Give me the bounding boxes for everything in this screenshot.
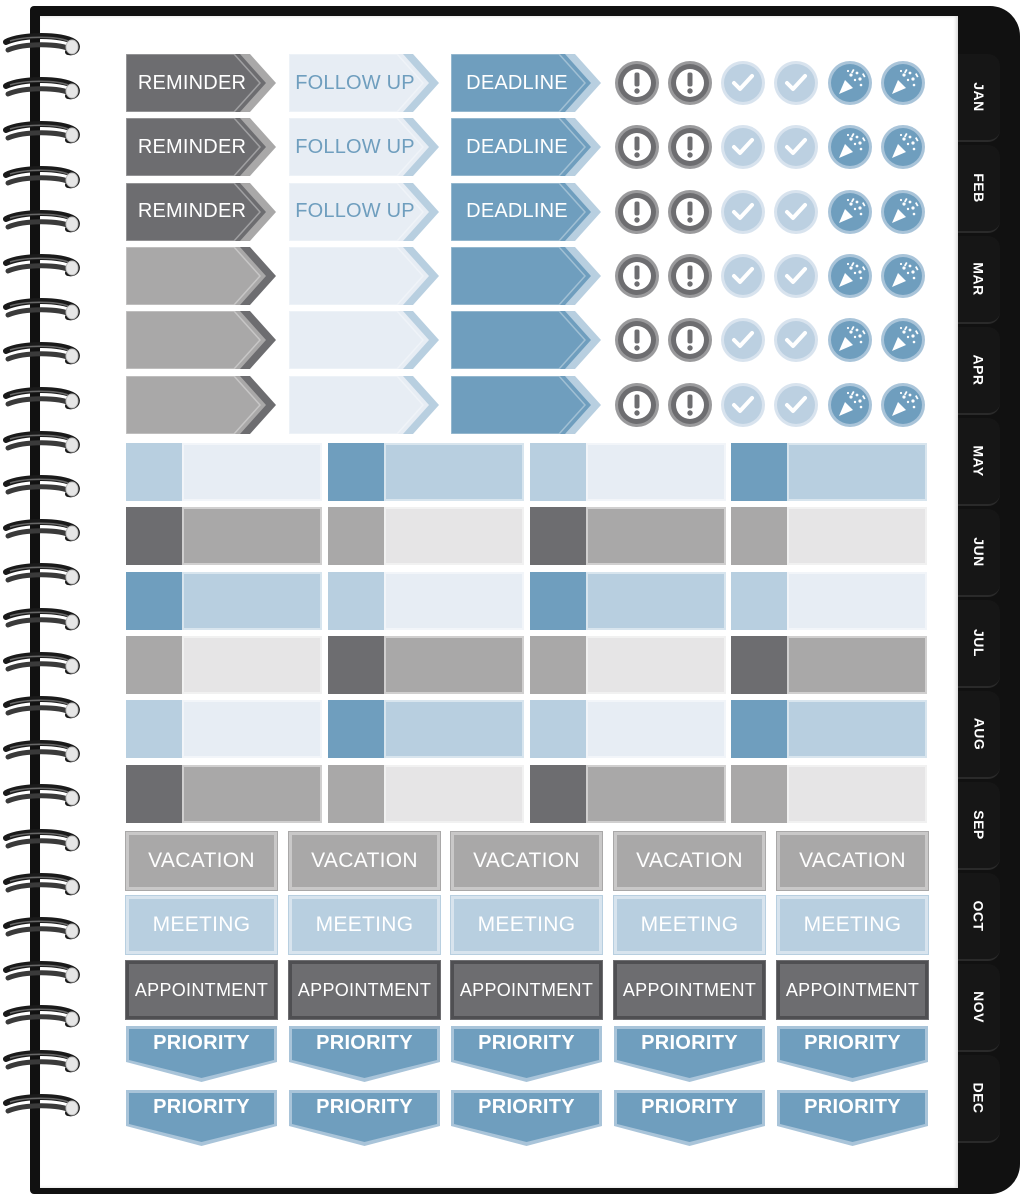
check-icon [773, 60, 819, 106]
spiral-coil [2, 518, 82, 548]
tag-label: REMINDER [137, 71, 247, 94]
spiral-coil [2, 341, 82, 371]
bar-tab-body [586, 443, 726, 501]
spiral-coil [2, 1049, 82, 1079]
check-icon [773, 317, 819, 363]
meeting-sticker: MEETING [614, 896, 765, 954]
tag-label [451, 376, 583, 434]
bar-tab-sticker [328, 636, 524, 694]
spiral-coil [2, 607, 82, 637]
check-icon [720, 382, 766, 428]
tab-nov[interactable] [958, 964, 1000, 1052]
spiral-coil [2, 165, 82, 195]
bar-tab-body [384, 700, 524, 758]
appointment-sticker: APPOINTMENT [614, 961, 765, 1019]
bar-tab-sticker [530, 507, 726, 565]
bar-tab-sticker [731, 443, 927, 501]
bar-tab-body [182, 507, 322, 565]
bar-tab-sticker [126, 443, 322, 501]
bar-tab-sticker [530, 443, 726, 501]
appointment-sticker: APPOINTMENT [777, 961, 928, 1019]
bar-tab-body [586, 765, 726, 823]
bar-tab-body [182, 572, 322, 630]
spiral-coil [2, 562, 82, 592]
exclamation-icon [614, 60, 660, 106]
party-popper-icon [880, 60, 926, 106]
tab-jun[interactable] [958, 509, 1000, 597]
bar-tab-sticker [126, 765, 322, 823]
party-popper-icon [827, 60, 873, 106]
bar-tab-body [384, 507, 524, 565]
tab-may[interactable] [958, 418, 1000, 506]
tab-mar[interactable] [958, 236, 1000, 324]
party-popper-icon [880, 189, 926, 235]
bar-tab-body [182, 765, 322, 823]
blank-arrow-tag-sticker [451, 247, 601, 305]
vacation-sticker: VACATION [126, 832, 277, 890]
bar-tab-sticker [530, 765, 726, 823]
tab-jul[interactable] [958, 600, 1000, 688]
appointment-sticker: APPOINTMENT [451, 961, 602, 1019]
party-popper-icon [827, 382, 873, 428]
bar-tab-end [328, 700, 384, 758]
bar-tab-end [530, 700, 586, 758]
priority-label: PRIORITY [478, 1032, 575, 1054]
deadline-tag-sticker [451, 118, 601, 176]
tab-label: SEP [970, 810, 987, 840]
bar-tab-sticker [126, 572, 322, 630]
follow-up-tag-sticker [289, 54, 439, 112]
bar-tab-sticker [731, 572, 927, 630]
check-icon [720, 124, 766, 170]
bar-tab-sticker [731, 636, 927, 694]
tag-label: FOLLOW UP [295, 71, 415, 94]
spiral-coil [2, 297, 82, 327]
tag-label [289, 376, 421, 434]
bar-tab-sticker [328, 765, 524, 823]
bar-tab-body [586, 636, 726, 694]
priority-label: PRIORITY [641, 1096, 738, 1118]
bar-tab-end [731, 507, 787, 565]
bar-tab-body [787, 765, 927, 823]
spiral-coil [2, 386, 82, 416]
tab-label: APR [971, 354, 987, 386]
tag-label [126, 376, 258, 434]
party-popper-icon [827, 124, 873, 170]
exclamation-icon [614, 382, 660, 428]
check-icon [773, 124, 819, 170]
spiral-coil [2, 872, 82, 902]
meeting-sticker: MEETING [289, 896, 440, 954]
appointment-sticker: APPOINTMENT [289, 961, 440, 1019]
priority-label: PRIORITY [641, 1032, 738, 1054]
blank-arrow-tag-sticker [289, 376, 439, 434]
tag-label: DEADLINE [466, 200, 568, 223]
bar-tab-end [731, 700, 787, 758]
tab-label: MAY [970, 445, 987, 477]
exclamation-icon [614, 189, 660, 235]
spiral-coil [2, 960, 82, 990]
priority-sticker [451, 1026, 602, 1082]
bar-tab-body [384, 636, 524, 694]
spiral-coil [2, 651, 82, 681]
vacation-sticker: VACATION [614, 832, 765, 890]
priority-sticker [126, 1090, 277, 1146]
party-popper-icon [880, 382, 926, 428]
check-icon [773, 253, 819, 299]
bar-tab-end [126, 443, 182, 501]
priority-label: PRIORITY [478, 1096, 575, 1118]
exclamation-icon [667, 253, 713, 299]
bar-tab-sticker [530, 700, 726, 758]
tab-label: OCT [971, 900, 987, 932]
check-icon [720, 253, 766, 299]
exclamation-icon [614, 124, 660, 170]
exclamation-icon [667, 124, 713, 170]
bar-tab-body [787, 700, 927, 758]
bar-tab-sticker [126, 507, 322, 565]
tab-label: JUN [970, 537, 987, 567]
reminder-tag-sticker [126, 183, 276, 241]
bar-tab-sticker [328, 443, 524, 501]
priority-label: PRIORITY [153, 1096, 250, 1118]
tag-label: DEADLINE [466, 135, 568, 158]
spiral-coil [2, 916, 82, 946]
exclamation-icon [667, 317, 713, 363]
follow-up-tag-sticker [289, 118, 439, 176]
deadline-tag-sticker [451, 54, 601, 112]
spiral-coil [2, 120, 82, 150]
party-popper-icon [880, 317, 926, 363]
bar-tab-sticker [530, 572, 726, 630]
bar-tab-body [586, 700, 726, 758]
spiral-coil [2, 695, 82, 725]
tag-label [126, 311, 258, 369]
exclamation-icon [667, 60, 713, 106]
reminder-tag-sticker [126, 118, 276, 176]
vacation-sticker: VACATION [777, 832, 928, 890]
exclamation-icon [614, 253, 660, 299]
reminder-tag-sticker [126, 54, 276, 112]
blank-arrow-tag-sticker [126, 247, 276, 305]
priority-sticker [614, 1090, 765, 1146]
tab-aug[interactable] [958, 691, 1000, 779]
bar-tab-end [530, 636, 586, 694]
tag-label: REMINDER [137, 135, 247, 158]
tab-label: MAR [970, 262, 987, 296]
bar-tab-end [731, 765, 787, 823]
bar-tab-end [530, 572, 586, 630]
appointment-sticker: APPOINTMENT [126, 961, 277, 1019]
exclamation-icon [614, 317, 660, 363]
bar-tab-end [328, 765, 384, 823]
check-icon [773, 382, 819, 428]
bar-tab-end [126, 572, 182, 630]
meeting-sticker: MEETING [777, 896, 928, 954]
tag-label [451, 247, 583, 305]
bar-tab-sticker [126, 700, 322, 758]
spiral-coil [2, 430, 82, 460]
bar-tab-end [731, 636, 787, 694]
meeting-sticker: MEETING [451, 896, 602, 954]
tag-label: DEADLINE [466, 71, 568, 94]
bar-tab-end [328, 507, 384, 565]
tab-jan[interactable] [958, 54, 1000, 142]
bar-tab-end [126, 700, 182, 758]
tab-label: DEC [971, 1082, 987, 1114]
blank-arrow-tag-sticker [451, 376, 601, 434]
bar-tab-body [384, 765, 524, 823]
bar-tab-sticker [328, 700, 524, 758]
bar-tab-sticker [731, 700, 927, 758]
priority-sticker [289, 1026, 440, 1082]
bar-tab-end [530, 443, 586, 501]
bar-tab-end [126, 507, 182, 565]
priority-label: PRIORITY [804, 1032, 901, 1054]
tab-oct[interactable] [958, 873, 1000, 961]
follow-up-tag-sticker [289, 183, 439, 241]
tab-sep[interactable] [958, 782, 1000, 870]
priority-label: PRIORITY [153, 1032, 250, 1054]
bar-tab-body [182, 636, 322, 694]
priority-sticker [777, 1026, 928, 1082]
bar-tab-sticker [731, 765, 927, 823]
bar-tab-end [731, 572, 787, 630]
bar-tab-end [328, 572, 384, 630]
spiral-coil [2, 32, 82, 62]
tab-label: FEB [971, 173, 987, 203]
deadline-tag-sticker [451, 183, 601, 241]
spiral-coil [2, 783, 82, 813]
tag-label [126, 247, 258, 305]
bar-tab-body [787, 636, 927, 694]
bar-tab-end [126, 636, 182, 694]
tag-label [289, 311, 421, 369]
tag-label: REMINDER [137, 200, 247, 223]
bar-tab-body [787, 507, 927, 565]
check-icon [773, 189, 819, 235]
priority-label: PRIORITY [804, 1096, 901, 1118]
bar-tab-body [384, 443, 524, 501]
party-popper-icon [880, 124, 926, 170]
party-popper-icon [827, 189, 873, 235]
exclamation-icon [667, 189, 713, 235]
vacation-sticker: VACATION [289, 832, 440, 890]
bar-tab-body [787, 443, 927, 501]
bar-tab-body [384, 572, 524, 630]
bar-tab-end [328, 443, 384, 501]
bar-tab-end [530, 507, 586, 565]
spiral-coil [2, 739, 82, 769]
blank-arrow-tag-sticker [289, 311, 439, 369]
priority-sticker [126, 1026, 277, 1082]
spiral-coil [2, 76, 82, 106]
bar-tab-end [126, 765, 182, 823]
bar-tab-sticker [328, 572, 524, 630]
tab-label: JUL [970, 629, 987, 657]
party-popper-icon [827, 317, 873, 363]
tag-label [289, 247, 421, 305]
bar-tab-sticker [126, 636, 322, 694]
check-icon [720, 189, 766, 235]
tag-label: FOLLOW UP [295, 200, 415, 223]
bar-tab-sticker [530, 636, 726, 694]
spiral-coil [2, 474, 82, 504]
spiral-coil [2, 1093, 82, 1123]
tab-label: NOV [971, 991, 987, 1023]
priority-label: PRIORITY [316, 1032, 413, 1054]
spiral-coil [2, 253, 82, 283]
tab-label: AUG [971, 717, 987, 751]
bar-tab-end [731, 443, 787, 501]
tag-label: FOLLOW UP [295, 135, 415, 158]
blank-arrow-tag-sticker [451, 311, 601, 369]
tag-label [451, 311, 583, 369]
blank-arrow-tag-sticker [126, 376, 276, 434]
bar-tab-body [182, 700, 322, 758]
priority-sticker [289, 1090, 440, 1146]
priority-sticker [777, 1090, 928, 1146]
tab-label: JAN [970, 82, 987, 112]
priority-label: PRIORITY [316, 1096, 413, 1118]
bar-tab-end [530, 765, 586, 823]
priority-sticker [614, 1026, 765, 1082]
tab-apr[interactable] [958, 327, 1000, 415]
check-icon [720, 317, 766, 363]
bar-tab-sticker [731, 507, 927, 565]
spiral-coil [2, 1004, 82, 1034]
spiral-coil [2, 209, 82, 239]
exclamation-icon [667, 382, 713, 428]
priority-sticker [451, 1090, 602, 1146]
vacation-sticker: VACATION [451, 832, 602, 890]
party-popper-icon [880, 253, 926, 299]
bar-tab-sticker [328, 507, 524, 565]
meeting-sticker: MEETING [126, 896, 277, 954]
bar-tab-body [586, 572, 726, 630]
spiral-coil [2, 828, 82, 858]
tab-dec[interactable] [958, 1055, 1000, 1143]
bar-tab-body [182, 443, 322, 501]
blank-arrow-tag-sticker [289, 247, 439, 305]
bar-tab-end [328, 636, 384, 694]
blank-arrow-tag-sticker [126, 311, 276, 369]
party-popper-icon [827, 253, 873, 299]
tab-feb[interactable] [958, 145, 1000, 233]
check-icon [720, 60, 766, 106]
bar-tab-body [787, 572, 927, 630]
bar-tab-body [586, 507, 726, 565]
